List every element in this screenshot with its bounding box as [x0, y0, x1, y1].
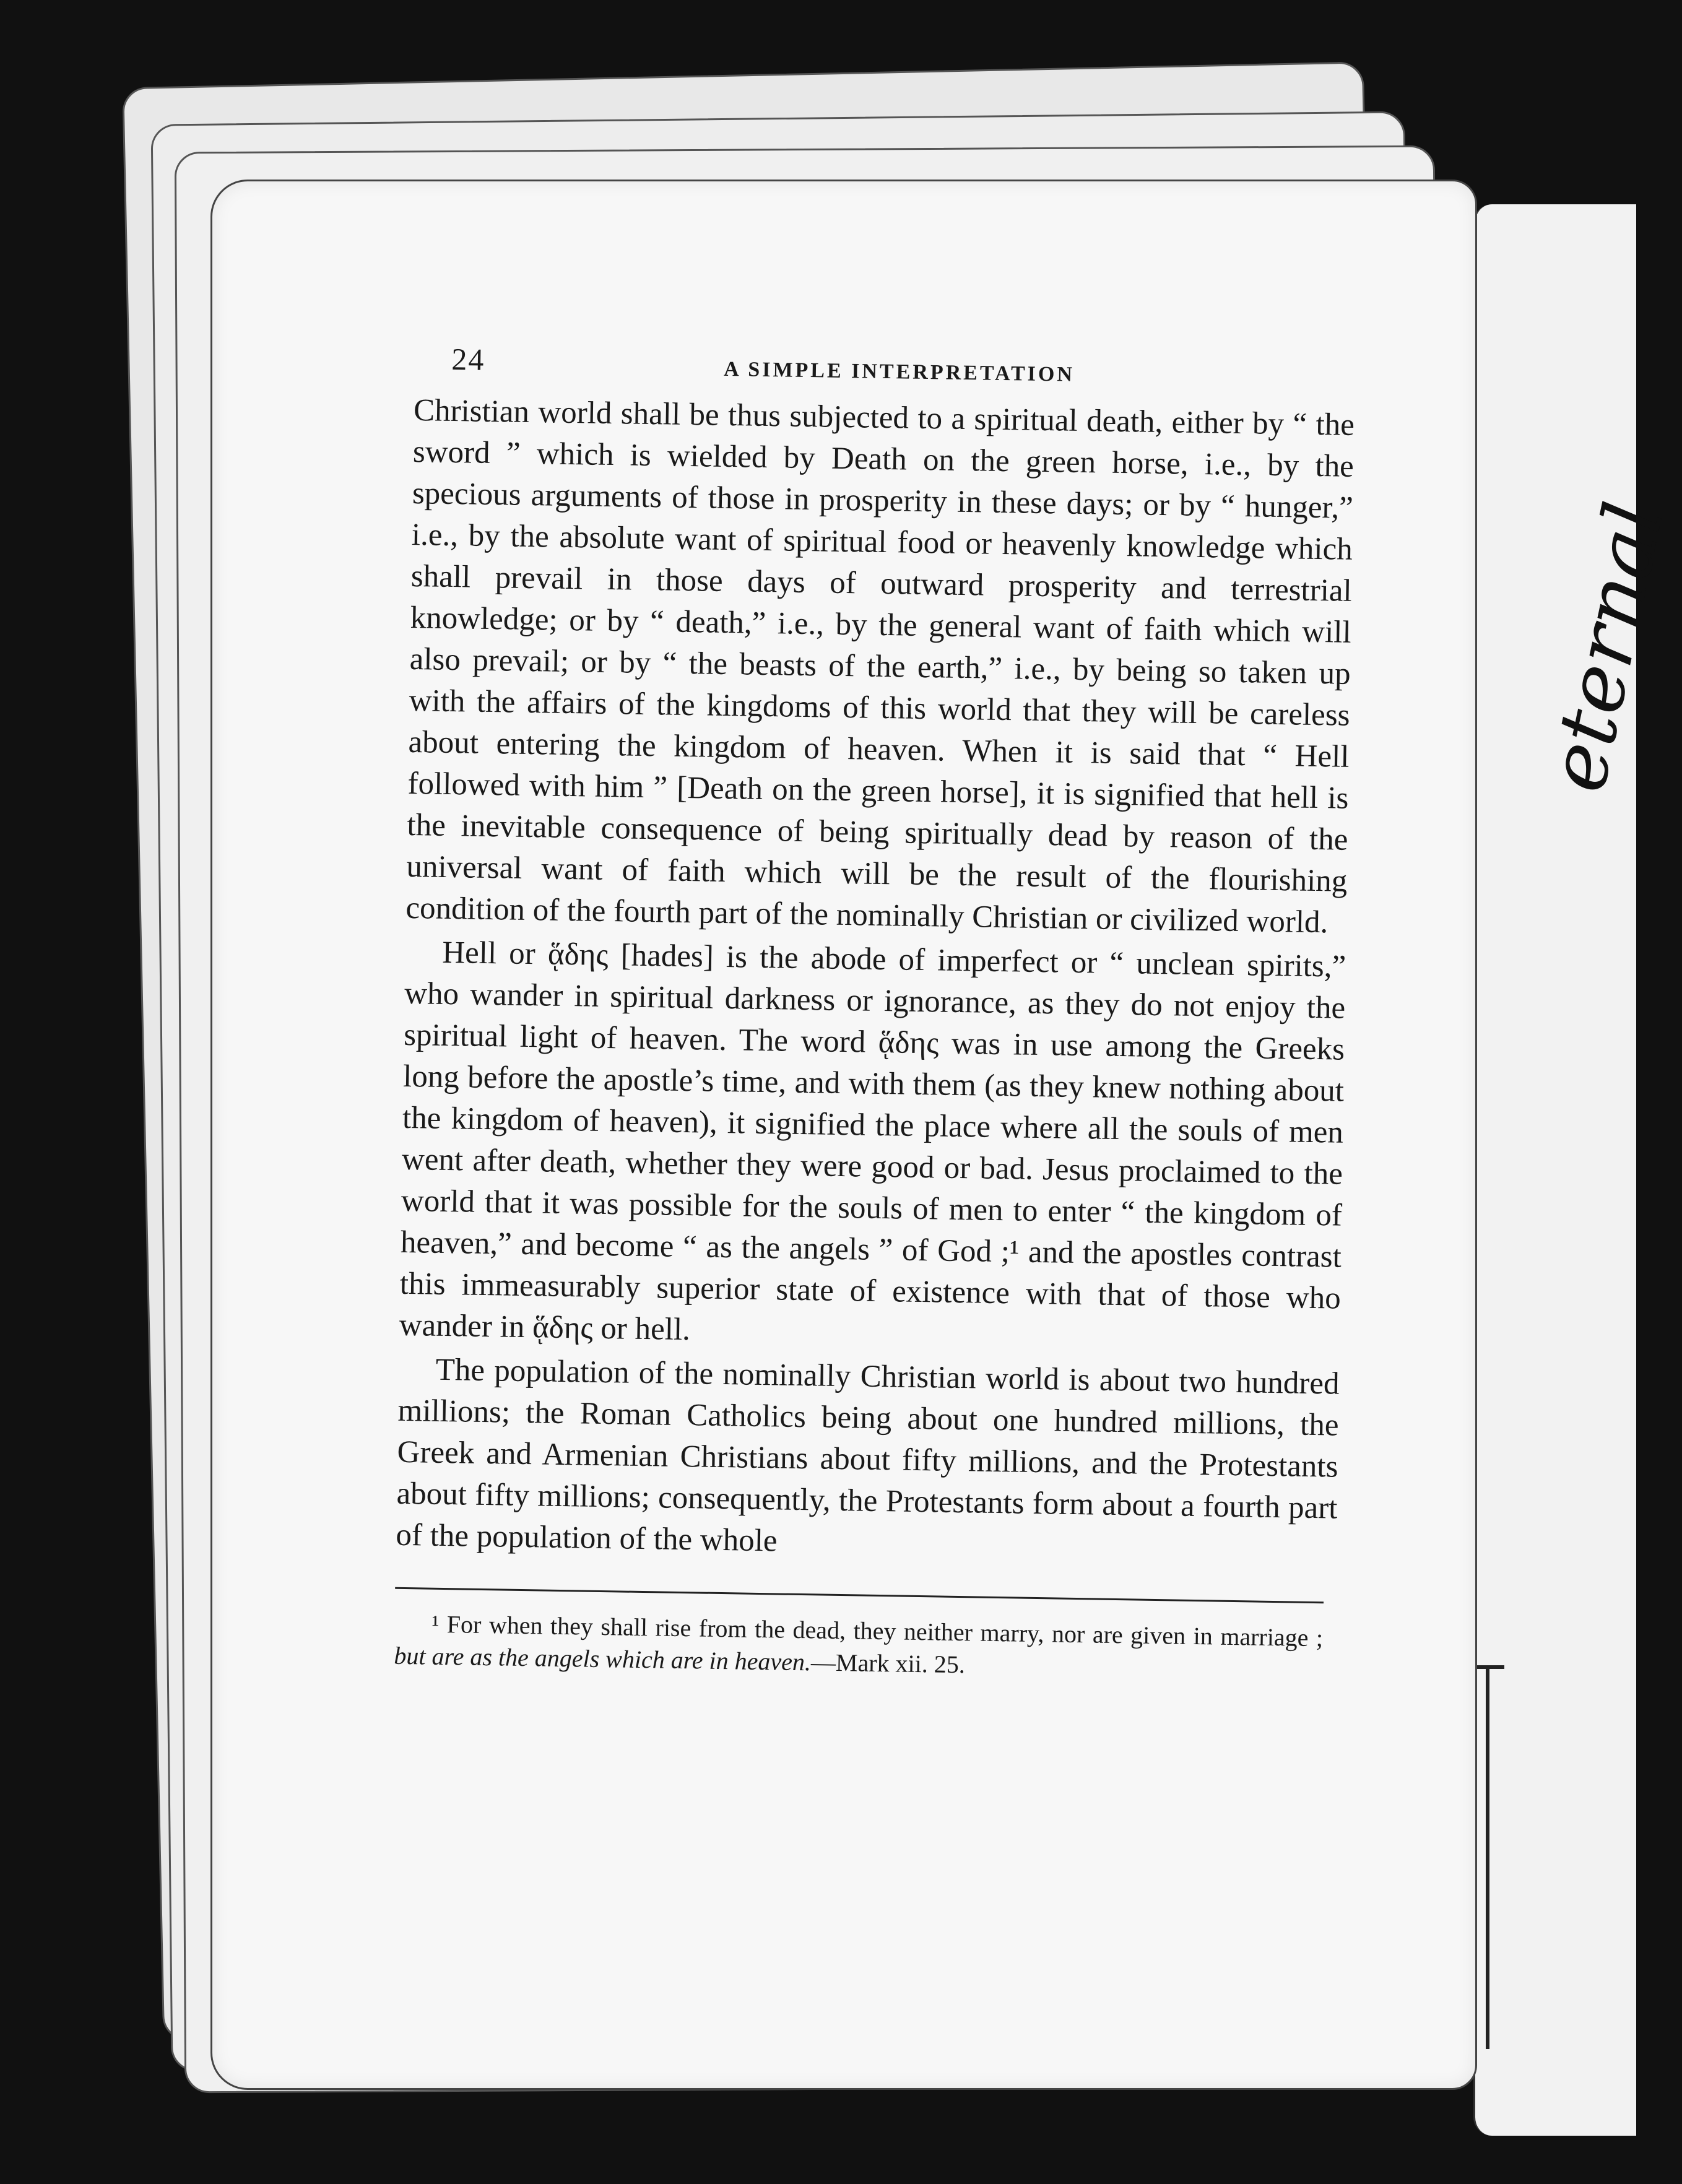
paragraph-3: The population of the nominally Christian world is about two hundred millions; the Roman Catholics being about one hundred millions, the Greek and Armenian Christians about fifty millions, and the Protestants about fifty millions; consequently, the Protestants form about a fourth part of the population of the whole	[396, 1352, 1340, 1559]
footnote-marker: ¹	[431, 1610, 440, 1638]
margin-mark	[1486, 1665, 1489, 2049]
page-text	[394, 334, 1356, 1687]
footnote-text: For when they shall rise from the dead, they neither marry, nor are given in marriage ;	[446, 1610, 1324, 1652]
footnote-italic: but are as the angels which are in heaven.	[394, 1641, 812, 1676]
running-head: A SIMPLE INTERPRETATION	[723, 357, 1075, 386]
paragraph-2: Hell or ᾅδης [hades] is the abode of imperfect or “ unclean spirits,” who wander in spiritual darkness or ignorance, as they do not enjoy the spiritual light of heaven. The word ᾅδης was in use among the Greeks long before the apostle’s time, and with them (as they knew nothing about the kingdom of heaven), it signified the place where all the souls of men went after death, whether they were good or bad. Jesus proclaimed to the world that it was possible for the souls of men to enter “ the kingdom of heaven,” and become “ as the angels ” of God ;¹ and the apostles contrast this immeasurably superior state of existence with that of those who wander in ᾅδης or hell.	[399, 935, 1346, 1348]
adjacent-page	[1473, 204, 1636, 2136]
margin-handwriting: eternal	[1529, 495, 1682, 800]
footnote-citation: —Mark xii. 25.	[810, 1648, 966, 1679]
footnote-rule	[395, 1587, 1324, 1604]
page-number: 24	[451, 341, 485, 377]
paragraph-1: Christian world shall be thus subjected to a spiritual death, either by “ the sword ” which is wielded by Death on the green horse, i.e., by the specious arguments of those in prosperity in these days; or by “ hunger,” i.e., by the absolute want of spiritual food or heavenly knowledge which shall prevail in those days of outward prosperity and terrestrial knowledge; or by “ death,” i.e., by the general want of faith which will also prevail; or by “ the beasts of the earth,” i.e., by being so taken up with the affairs of the kingdoms of this world that they will be careless about entering the kingdom of heaven. When it is said that “ Hell followed with him ” [Death on the green horse], it is signified that hell is the inevitable consequence of being spiritually dead by reason of the universal want of faith which will be the result of the flourishing condition of the fourth part of the nominally Christian or civilized world.	[405, 392, 1355, 940]
